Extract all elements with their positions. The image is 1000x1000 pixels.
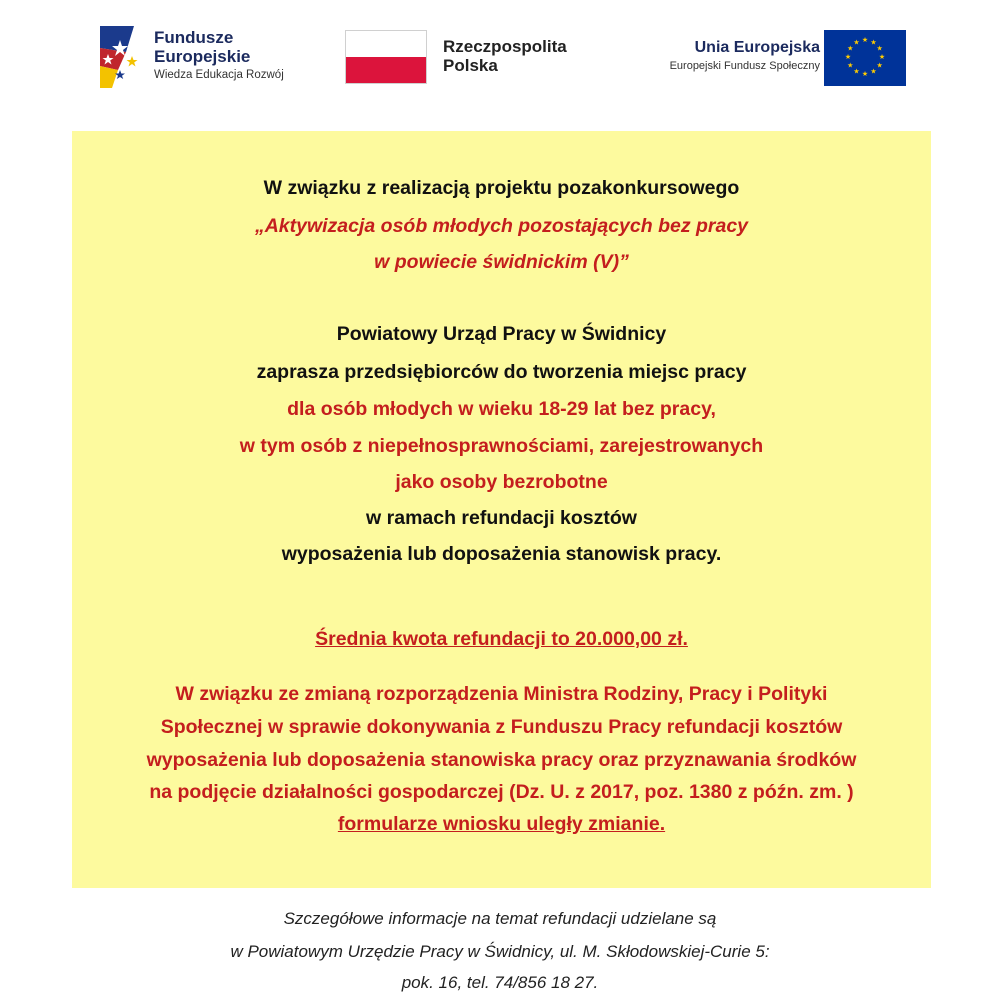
svg-text:★: ★ [853,67,860,76]
fe-line-1: Fundusze [154,28,234,47]
target-group-line-3: jako osoby bezrobotne [395,471,608,493]
rzeczpospolita-polska-logo [345,30,595,90]
fundusze-europejskie-logo [98,26,308,92]
footer-line-3: pok. 16, tel. 74/856 18 27. [401,973,599,992]
regulation-change-line-3: wyposażenia lub doposażenia stanowiska pracy oraz przyznawania środków [146,749,857,771]
eu-flag-icon [824,30,906,86]
rp-line-1: Rzeczpospolita [443,37,567,56]
svg-text:★: ★ [861,36,869,44]
refund-scope-line-1: w ramach refundacji kosztów [366,507,637,529]
svg-text:★: ★ [847,44,854,53]
regulation-change-line-1: W związku ze zmianą rozporządzenia Ministra Rodziny, Pracy i Polityki [175,683,828,705]
fundusze-europejskie-text [154,28,284,84]
svg-text:★: ★ [870,38,877,47]
target-group-line-2: w tym osób z niepełnosprawnościami, zarejestrowanych [239,435,764,457]
poland-flag-icon [345,30,427,84]
office-invite-line: zaprasza przedsiębiorców do tworzenia miejsc pracy [256,361,747,383]
fe-line-2: Europejskie [154,47,251,66]
svg-text:★: ★ [861,70,869,78]
svg-text:★: ★ [876,61,883,70]
ue-line-2: Europejski Fundusz Społeczny [669,60,820,72]
project-name-line-2: w powiecie świdnickim (V)” [374,251,629,273]
announcement-panel [72,131,931,888]
svg-text:★: ★ [844,53,852,61]
svg-text:★: ★ [870,67,877,76]
office-name: Powiatowy Urząd Pracy w Świdnicy [336,323,667,345]
regulation-change-line-2: Społecznej w sprawie dokonywania z Funduszu Pracy refundacji kosztów [160,716,843,738]
average-refund-amount: Średnia kwota refundacji to 20.000,00 zł. [315,628,688,650]
fe-line-3: Wiedza Edukacja Rozwój [154,69,284,81]
svg-text:★: ★ [878,53,886,61]
svg-text:★: ★ [847,61,854,70]
unia-europejska-logo [630,30,910,90]
target-group-line-1: dla osób młodych w wieku 18-29 lat bez pracy, [287,398,716,420]
rzeczpospolita-polska-text [443,37,567,75]
ue-line-1: Unia Europejska [694,39,820,56]
refund-scope-line-2: wyposażenia lub doposażenia stanowisk pracy. [281,543,722,565]
footer-line-1: Szczegółowe informacje na temat refundacji udzielane są [283,909,717,928]
unia-europejska-text [670,38,820,74]
project-name-line-1: „Aktywizacja osób młodych pozostających bez pracy [254,215,749,237]
footer-line-2: w Powiatowym Urzędzie Pracy w Świdnicy, ul. M. Skłodowskiej-Curie 5: [230,942,770,961]
fundusze-europejskie-stars-icon [98,26,148,88]
forms-changed-notice: formularze wniosku uległy zmianie. [337,813,666,835]
regulation-change-line-4: na podjęcie działalności gospodarczej (Dz. U. z 2017, poz. 1380 z późn. zm. ) [149,781,854,803]
logo-strip [0,0,1000,110]
svg-text:★: ★ [876,44,883,53]
intro-line: W związku z realizacją projektu pozakonkursowego [263,177,740,199]
rp-line-2: Polska [443,56,498,75]
svg-text:★: ★ [853,38,860,47]
